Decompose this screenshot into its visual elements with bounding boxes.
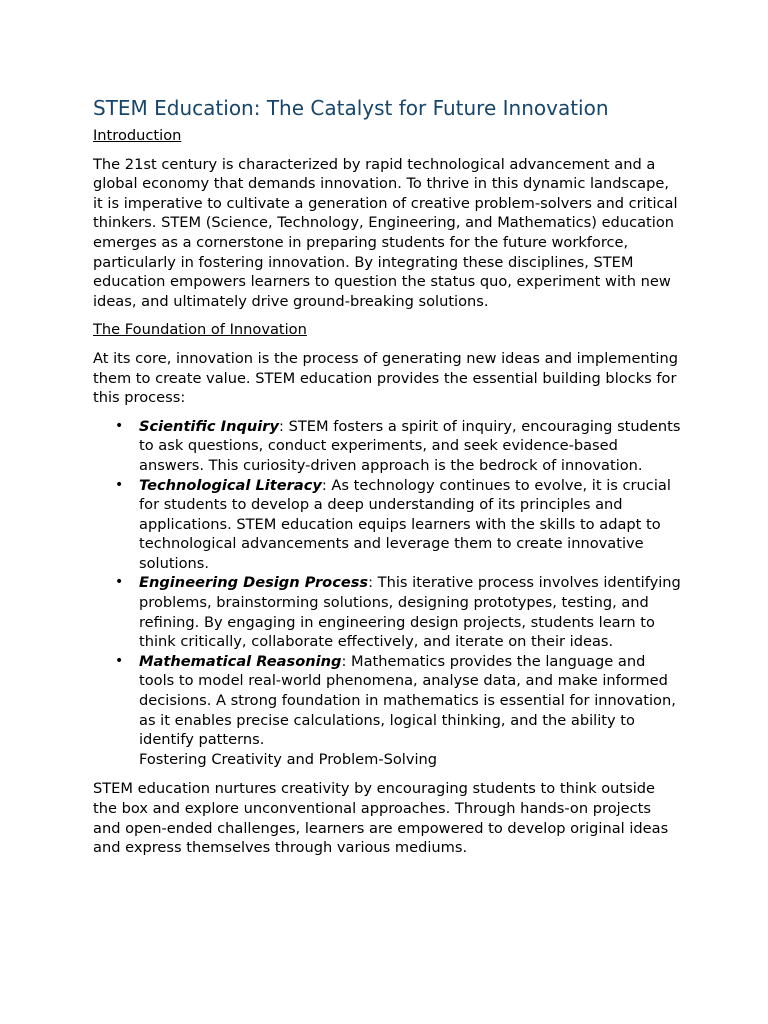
bullet-text: : As technology continues to evolve, it is crucial for students to develop a deep understanding of its principles and applications. STEM education equips learners with the skills to adapt to technological advancements and leverage them to create innovative solutions. xyxy=(139,476,671,572)
paragraph-foundation: At its core, innovation is the process of generating new ideas and implementing them to create value. STEM education provides the essential building blocks for this process: xyxy=(93,349,678,407)
list-item xyxy=(93,652,683,750)
list-item xyxy=(93,476,683,574)
list-item xyxy=(93,573,683,651)
list-item xyxy=(93,417,683,476)
document-page xyxy=(93,94,683,867)
section-heading-introduction: Introduction xyxy=(93,127,182,144)
bullet-term: Scientific Inquiry xyxy=(139,417,280,435)
section-heading-foundation: The Foundation of Innovation xyxy=(93,321,307,339)
section-heading-creativity: Fostering Creativity and Problem-Solving xyxy=(139,750,438,768)
bullet-icon: • xyxy=(115,476,124,493)
bullet-text: : Mathematics provides the language and tools to model real-world phenomena, analyse data, and make informed decisions. A strong foundation in mathematics is essential for innovation, as it enables precise calculations, logical thinking, and the ability to identify patterns. xyxy=(139,652,676,749)
bullet-term: Mathematical Reasoning xyxy=(139,652,342,670)
bullet-list xyxy=(93,417,683,750)
bullet-icon: • xyxy=(115,652,124,669)
bullet-icon: • xyxy=(115,417,124,434)
bullet-icon: • xyxy=(115,574,124,591)
bullet-term: Engineering Design Process xyxy=(139,574,369,592)
bullet-term: Technological Literacy xyxy=(139,476,322,494)
bullet-text: : This iterative process involves identifying problems, brainstorming solutions, designing prototypes, testing, and refining. By engaging in engineering design projects, students learn to think critically, collaborate effectively, and iterate on their ideas. xyxy=(139,574,681,651)
paragraph-introduction: The 21st century is characterized by rapid technological advancement and a global economy that demands innovation. To thrive in this dynamic landscape, it is imperative to cultivate a generation of creative problem-solvers and critical thinkers. STEM (Science, Technology, Engineering, and Mathematics) education emerges as a cornerstone in preparing students for the future workforce, particularly in fostering innovation. By integrating these disciplines, STEM education empowers learners to question the status quo, experiment with new ideas, and ultimately drive ground-breaking solutions. xyxy=(93,155,678,310)
paragraph-creativity: STEM education nurtures creativity by encouraging students to think outside the box and explore unconventional approaches. Through hands-on projects and open-ended challenges, learners are empowered to develop original ideas and express themselves through various mediums. xyxy=(93,780,669,857)
bullet-text: : STEM fosters a spirit of inquiry, encouraging students to ask questions, conduct experiments, and seek evidence-based answers. This curiosity-driven approach is the bedrock of innovation. xyxy=(139,417,681,474)
document-title: STEM Education: The Catalyst for Future Innovation xyxy=(93,96,609,120)
